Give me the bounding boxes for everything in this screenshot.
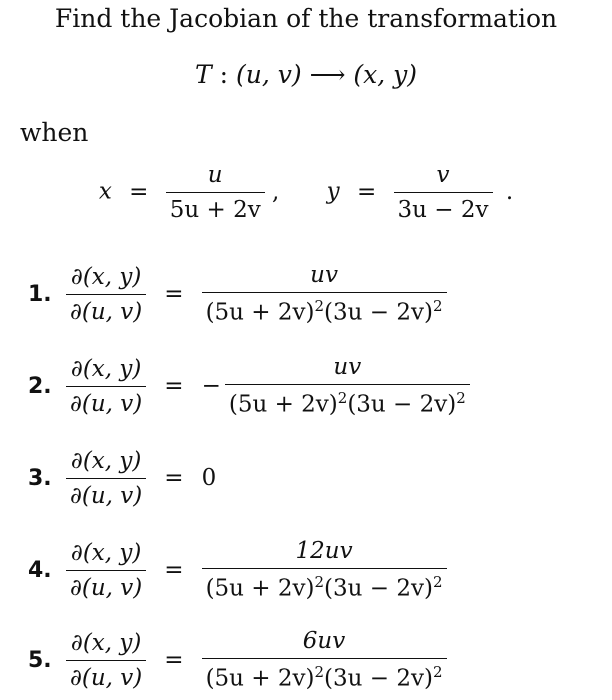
option-1[interactable]: 1. $\frac{\partial(x, y)}{\partial(u, v)}$ = $\frac{uv}{(5u + 2v)^2(3u - 2v)^2}$ (28, 258, 588, 330)
transform-colon: : (219, 60, 229, 89)
jacobian-fraction: $\frac{\partial(x, y)}{\partial(u, v)}$ (66, 630, 146, 691)
answer-numerator: 6uv (302, 628, 346, 655)
jacobian-fraction: $\frac{\partial(x, y)}{\partial(u, v)}$ (66, 356, 146, 417)
y-denominator: 3u − 2v (394, 192, 493, 223)
answer-value: 0 (201, 465, 217, 491)
option-5[interactable]: 5. $\frac{\partial(x, y)}{\partial(u, v)}$ = $\frac{6uv}{(5u + 2v)^2(3u - 2v)^2}$ (28, 624, 588, 696)
negative-sign: − (201, 373, 221, 399)
answer-denominator: $(5u + 2v)^2(3u - 2v)^2$ (202, 658, 447, 692)
answer-fraction (202, 262, 447, 326)
answer-numerator: uv (310, 262, 338, 289)
option-4[interactable]: 4. $\frac{\partial(x, y)}{\partial(u, v)}$ = $\frac{12uv}{(5u + 2v)^2(3u - 2v)^2}$ (28, 534, 588, 606)
transform-domain: (u, v) (236, 60, 302, 89)
option-label: 5. (28, 647, 52, 673)
answer-fraction (225, 354, 470, 418)
y-numerator: v (436, 162, 450, 188)
y-fraction (394, 162, 493, 223)
definitions: x = $\frac{u}{5u + 2v}$ , y = $\frac{v}{3u - 2v}$ . (98, 162, 514, 223)
answer-numerator: uv (333, 354, 362, 381)
jacobian-fraction: $\frac{\partial(x, y)}{\partial(u, v)}$ (66, 264, 146, 325)
answer-fraction (202, 628, 447, 692)
y-lhs: y (326, 178, 340, 205)
jacobian-fraction: $\frac{\partial(x, y)}{\partial(u, v)}$ (66, 448, 146, 509)
jacobian-fraction: $\frac{\partial(x, y)}{\partial(u, v)}$ (66, 540, 146, 601)
option-3[interactable]: 3. $\frac{\partial(x, y)}{\partial(u, v)}$ = 0 (28, 447, 217, 509)
x-numerator: u (207, 162, 223, 188)
x-fraction (166, 162, 265, 223)
answer-denominator: $(5u + 2v)^2(3u - 2v)^2$ (202, 568, 447, 602)
answer-denominator: $(5u + 2v)^2(3u - 2v)^2$ (225, 384, 470, 418)
transform-codomain: (x, y) (353, 60, 418, 89)
option-label: 3. (28, 465, 52, 491)
option-label: 4. (28, 557, 52, 583)
when-label: when (20, 118, 89, 147)
answer-fraction (202, 538, 447, 602)
x-lhs: x (98, 178, 112, 205)
x-denominator: 5u + 2v (166, 192, 265, 223)
answer-denominator: $(5u + 2v)^2(3u - 2v)^2$ (202, 292, 447, 326)
problem-title: Find the Jacobian of the transformation (54, 4, 558, 33)
answer-numerator: 12uv (295, 538, 353, 565)
option-label: 2. (28, 373, 52, 399)
transformation-line (0, 60, 612, 89)
transform-symbol: T (194, 60, 212, 89)
option-label: 1. (28, 281, 52, 307)
maps-to-arrow-icon: ⟶ (309, 60, 346, 89)
option-2[interactable]: 2. $\frac{\partial(x, y)}{\partial(u, v)}$ = − $\frac{uv}{(5u + 2v)^2(3u - 2v)^2}$ (28, 350, 588, 422)
